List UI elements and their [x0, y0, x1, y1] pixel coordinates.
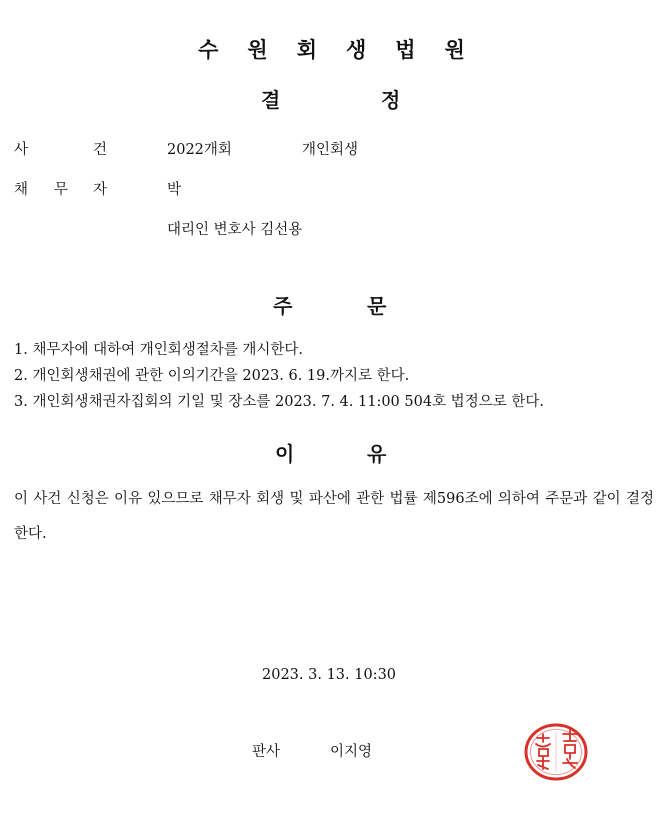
judge-title: 판사 — [252, 744, 281, 760]
debtor-label-char: 무 — [54, 182, 69, 198]
order-item: 3. 개인회생채권자집회의 기일 및 장소를 2023. 7. 4. 11:00 504호 법정으로 한다. — [14, 394, 544, 410]
judge-name: 이지영 — [330, 744, 373, 760]
debtor-agent: 대리인 변호사 김선용 — [167, 222, 303, 238]
reason-text: 이 사건 신청은 이유 있으므로 채무자 회생 및 파산에 관한 법률 제596조에 의하여 주문과 같이 결정한다. — [14, 491, 654, 542]
court-name: 수 원 회 생 법 원 — [198, 37, 466, 62]
case-label-char: 건 — [93, 142, 108, 158]
order-item: 1. 채무자에 대하여 개인회생절차를 개시한다. — [14, 342, 304, 358]
order-item: 2. 개인회생채권에 관한 이의기간을 2023. 6. 19.까지로 한다. — [14, 368, 410, 384]
case-number: 2022개회 — [167, 142, 232, 158]
case-type: 개인회생 — [302, 142, 359, 158]
decision-date: 2023. 3. 13. 10:30 — [262, 667, 397, 683]
official-seal-stamp — [523, 722, 589, 782]
debtor-label-char: 자 — [93, 182, 108, 198]
debtor-name: 박 — [167, 182, 182, 198]
debtor-label-char: 채 — [14, 182, 29, 198]
case-label-char: 사 — [14, 142, 29, 158]
